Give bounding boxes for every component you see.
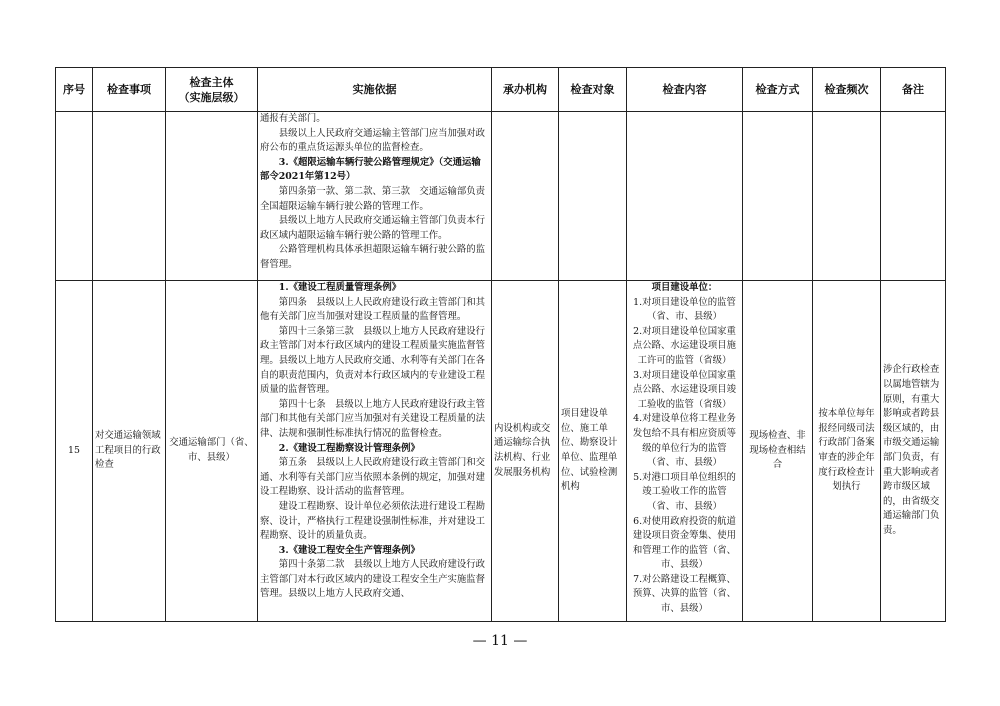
- content-item: 5.对港口项目单位组织的竣工验收工作的监管（省、市、县级）: [633, 471, 736, 512]
- header-item: 检查事项: [93, 68, 166, 112]
- content-item: 7.对公路建设工程概算、预算、决算的监管（省、市、县级）: [632, 573, 737, 615]
- basis-text: [260, 112, 489, 280]
- basis-paragraph: 第四十七条 县级以上地方人民政府建设行政主管部门和其他有关部门应当加强对有关建设工程质量的法律、法规和强制性标准执行情况的监督检查。: [260, 398, 486, 439]
- basis-paragraph: 第四条第一款、第二款、第三款 交通运输部负责全国超限运输车辆行驶公路的管理工作。: [260, 185, 486, 212]
- cell-target: 项目建设单位、施工单位、勘察设计单位、监理单位、试验检测机构: [559, 281, 627, 622]
- cell-target: [559, 112, 627, 281]
- cell-basis: [258, 281, 492, 622]
- header-method: 检查方式: [743, 68, 813, 112]
- basis-paragraph: 第五条 县级以上人民政府建设行政主管部门和交通、水利等有关部门应当依照本条例的规定，加强对建设工程勘察、设计活动的监督管理。: [260, 457, 486, 498]
- regulation-title: 2.《建设工程勘察设计管理条例》: [278, 442, 420, 454]
- cell-agency: [492, 112, 559, 281]
- table-row: [56, 112, 946, 281]
- basis-paragraph: 公路管理机构具体承担超限运输车辆行驶公路的监督管理。: [260, 244, 486, 270]
- header-agency: 承办机构: [492, 68, 559, 112]
- header-subject: 检查主体 （实施层级）: [166, 68, 258, 112]
- cell-basis: [258, 112, 492, 281]
- basis-paragraph: 县级以上人民政府交通运输主管部门应当加强对政府公布的重点货运源头单位的监督检查。: [260, 127, 486, 154]
- content-item: 3.对项目建设单位国家重点公路、水运建设项目竣工验收的监管（省级）: [632, 369, 737, 410]
- cell-method: 现场检查、非现场检查相结合: [743, 281, 813, 622]
- header-no: 序号: [56, 68, 93, 112]
- inspection-table: [55, 67, 946, 622]
- content-list: [629, 281, 740, 621]
- cell-remark: [881, 112, 946, 281]
- header-frequency: 检查频次: [813, 68, 881, 112]
- cell-content: [627, 281, 743, 622]
- regulation-title: 1.《建设工程质量管理条例》: [278, 282, 402, 293]
- content-heading: 项目建设单位：: [651, 282, 718, 293]
- cell-no: [56, 112, 93, 281]
- basis-paragraph: 通报有关部门。: [260, 113, 326, 124]
- header-basis: 实施依据: [258, 68, 492, 112]
- basis-text: [260, 281, 489, 621]
- basis-paragraph: 第四十三条第三款 县级以上地方人民政府建设行政主管部门对本行政区域内的建设工程质量实施监督管理。县级以上地方人民政府交通、水利等有关部门在各自的职责范围内，负责对本行政区域内的专业建设工程质量的监督管理。: [260, 325, 486, 396]
- header-remark: 备注: [881, 68, 946, 112]
- page-number: — 11 —: [472, 633, 528, 649]
- cell-frequency: [813, 112, 881, 281]
- content-item: 4.对建设单位将工程业务发包给不具有相应资质等级的单位行为的监管（省、市、县级）: [632, 413, 737, 469]
- cell-content: [627, 112, 743, 281]
- content-item: 2.对项目建设单位国家重点公路、水运建设项目施工许可的监管（省级）: [632, 325, 737, 366]
- cell-agency: 内设机构或交通运输综合执法机构、行业发展服务机构: [492, 281, 559, 622]
- cell-frequency: 按本单位每年报经同级司法行政部门备案审查的涉企年度行政检查计划执行: [813, 281, 881, 622]
- cell-remark: 涉企行政检查以属地管辖为原则，有重大影响或者跨县级区域的，由市级交通运输部门负责，有重大影响或者跨市级区域的，由省级交通运输部门负责。: [881, 281, 946, 622]
- regulation-title: 3.《建设工程安全生产管理条例》: [278, 544, 420, 556]
- basis-paragraph: 第四十条第二款 县级以上地方人民政府建设行政主管部门对本行政区域内的建设工程安全生产实施监督管理。县级以上地方人民政府交通、: [260, 559, 486, 600]
- basis-paragraph: 建设工程勘察、设计单位必须依法进行建设工程勘察、设计，严格执行工程建设强制性标准，并对建设工程勘察、设计的质量负责。: [260, 500, 486, 542]
- basis-paragraph: 县级以上地方人民政府交通运输主管部门负责本行政区域内超限运输车辆行驶公路的管理工作。: [260, 215, 486, 241]
- header-content: 检查内容: [627, 68, 743, 112]
- cell-method: [743, 112, 813, 281]
- cell-item: 对交通运输领域工程项目的行政检查: [93, 281, 166, 622]
- content-item: 6.对使用政府投资的航道建设项目资金筹集、使用和管理工作的监管（省、市、县级）: [632, 515, 737, 571]
- table-row: [56, 281, 946, 622]
- cell-no: 15: [56, 281, 93, 622]
- cell-item: [93, 112, 166, 281]
- cell-subject: 交通运输部门（省、市、县级）: [166, 281, 258, 622]
- cell-subject: [166, 112, 258, 281]
- basis-paragraph: 第四条 县级以上人民政府建设行政主管部门和其他有关部门应当加强对建设工程质量的监督管理。: [260, 296, 486, 323]
- regulation-title: 3.《超限运输车辆行驶公路管理规定》（交通运输部令2021年第12号）: [260, 156, 481, 183]
- content-item: 1.对项目建设单位的监管（省、市、县级）: [633, 296, 736, 323]
- header-row: [56, 68, 946, 112]
- header-target: 检查对象: [559, 68, 627, 112]
